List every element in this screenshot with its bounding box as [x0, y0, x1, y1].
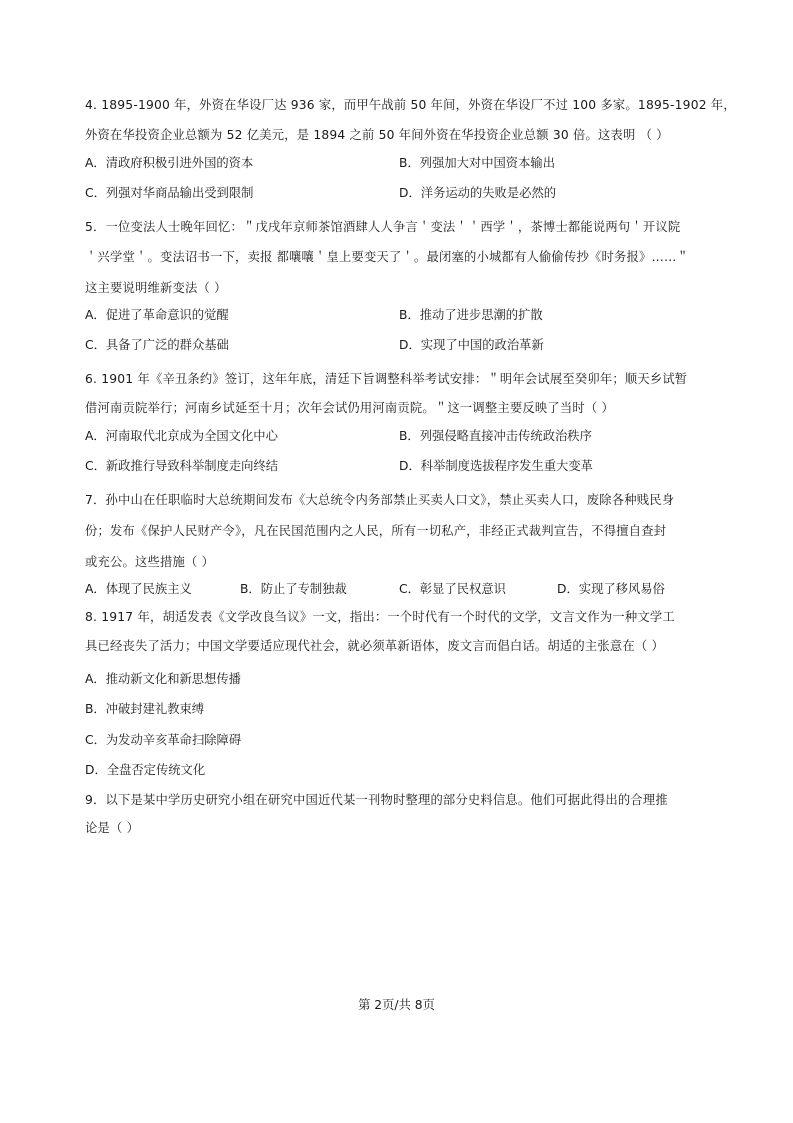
question-8-option-d[interactable]: D．全盘否定传统文化 [85, 763, 206, 777]
question-8-option-c[interactable]: C．为发动辛亥革命扫除障碍 [85, 733, 242, 747]
question-5-text-line-2: ＇兴学堂＇。变法诏书一下，卖报 都嚷嚷＇皇上要变天了＇。最闭塞的小城都有人偷偷传抄《时务报》……＂ [85, 250, 689, 264]
question-6-option-c[interactable]: C．新政推行导致科举制度走向终结 [85, 459, 279, 473]
question-8-text-line-1: 8. 1917 年，胡适发表《文学改良刍议》一文，指出：一个时代有一个时代的文学，文言文作为一种文学工 [85, 610, 675, 624]
question-5-option-d[interactable]: D．实现了中国的政治革新 [399, 338, 544, 352]
page-number-footer: 第 2页/共 8页 [358, 998, 435, 1012]
question-4-option-b[interactable]: B．列强加大对中国资本输出 [399, 156, 555, 170]
question-6-text-line-1: 6. 1901 年《辛丑条约》签订，这年年底，清廷下旨调整科举考试安排：＂明年会试展至癸卯年；顺天乡试暂 [85, 372, 688, 386]
question-6-text-line-2: 借河南贡院举行；河南乡试延至十月；次年会试仍用河南贡院。＂这一调整主要反映了当时（ ） [85, 401, 614, 415]
question-5-text-line-3: 这主要说明维新变法（ ） [85, 281, 227, 295]
question-6-option-a[interactable]: A．河南取代北京成为全国文化中心 [85, 429, 278, 443]
question-4-option-d[interactable]: D．洋务运动的失败是必然的 [399, 186, 557, 200]
question-8-option-b[interactable]: B．冲破封建礼教束缚 [85, 702, 205, 716]
question-6-option-b[interactable]: B．列强侵略直接冲击传统政治秩序 [399, 429, 592, 443]
question-8-option-a[interactable]: A．推动新文化和新思想传播 [85, 672, 241, 686]
question-5-option-a[interactable]: A．促进了革命意识的觉醒 [85, 308, 229, 322]
question-8-text-line-2: 具已经丧失了活力；中国文学要适应现代社会，就必须革新语体，废文言而倡白话。胡适的主张意在（ ） [85, 639, 664, 653]
question-4-option-c[interactable]: C．列强对华商品输出受到限制 [85, 186, 254, 200]
question-9-text-line-2: 论是（ ） [85, 821, 140, 835]
question-7-option-b[interactable]: B．防止了专制独裁 [240, 582, 347, 596]
question-5-text-line-1: 5．一位变法人士晚年回忆：＂戊戌年京师茶馆酒肆人人争言＇变法＇＇西学＇，茶博士都能说两句＇开议院 [85, 220, 681, 234]
question-5-option-b[interactable]: B．推动了进步思潮的扩散 [399, 308, 543, 322]
question-7-option-a[interactable]: A．体现了民族主义 [85, 582, 192, 596]
question-4-option-a[interactable]: A．清政府积极引进外国的资本 [85, 156, 254, 170]
question-4-text-line-1: 4. 1895-1900 年，外资在华设厂达 936 家，而甲午战前 50 年间，外资在华设厂不过 100 多家。1895-1902 年， [85, 98, 736, 112]
question-7-text-line-3: 或充公。这些措施（ ） [85, 555, 215, 569]
question-5-option-c[interactable]: C．具备了广泛的群众基础 [85, 338, 229, 352]
question-7-text-line-2: 份；发布《保护人民财产令》，凡在民国范围内之人民，所有一切私产，非经正式裁判宣告，不得擅自查封 [85, 524, 667, 538]
question-9-text-line-1: 9．以下是某中学历史研究小组在研究中国近代某一刊物时整理的部分史料信息。他们可据此得出的合理推 [85, 793, 668, 807]
question-7-option-c[interactable]: C．彰显了民权意识 [399, 582, 506, 596]
question-6-option-d[interactable]: D．科举制度选拔程序发生重大变革 [399, 459, 593, 473]
question-7-option-d[interactable]: D．实现了移风易俗 [557, 582, 665, 596]
question-7-text-line-1: 7．孙中山在任职临时大总统期间发布《大总统令内务部禁止买卖人口文》，禁止买卖人口，废除各种贱民身 [85, 493, 675, 507]
question-4-text-line-2: 外资在华投资企业总额为 52 亿美元，是 1894 之前 50 年间外资在华投资企业总额 30 倍。这表明 （ ） [85, 128, 669, 142]
